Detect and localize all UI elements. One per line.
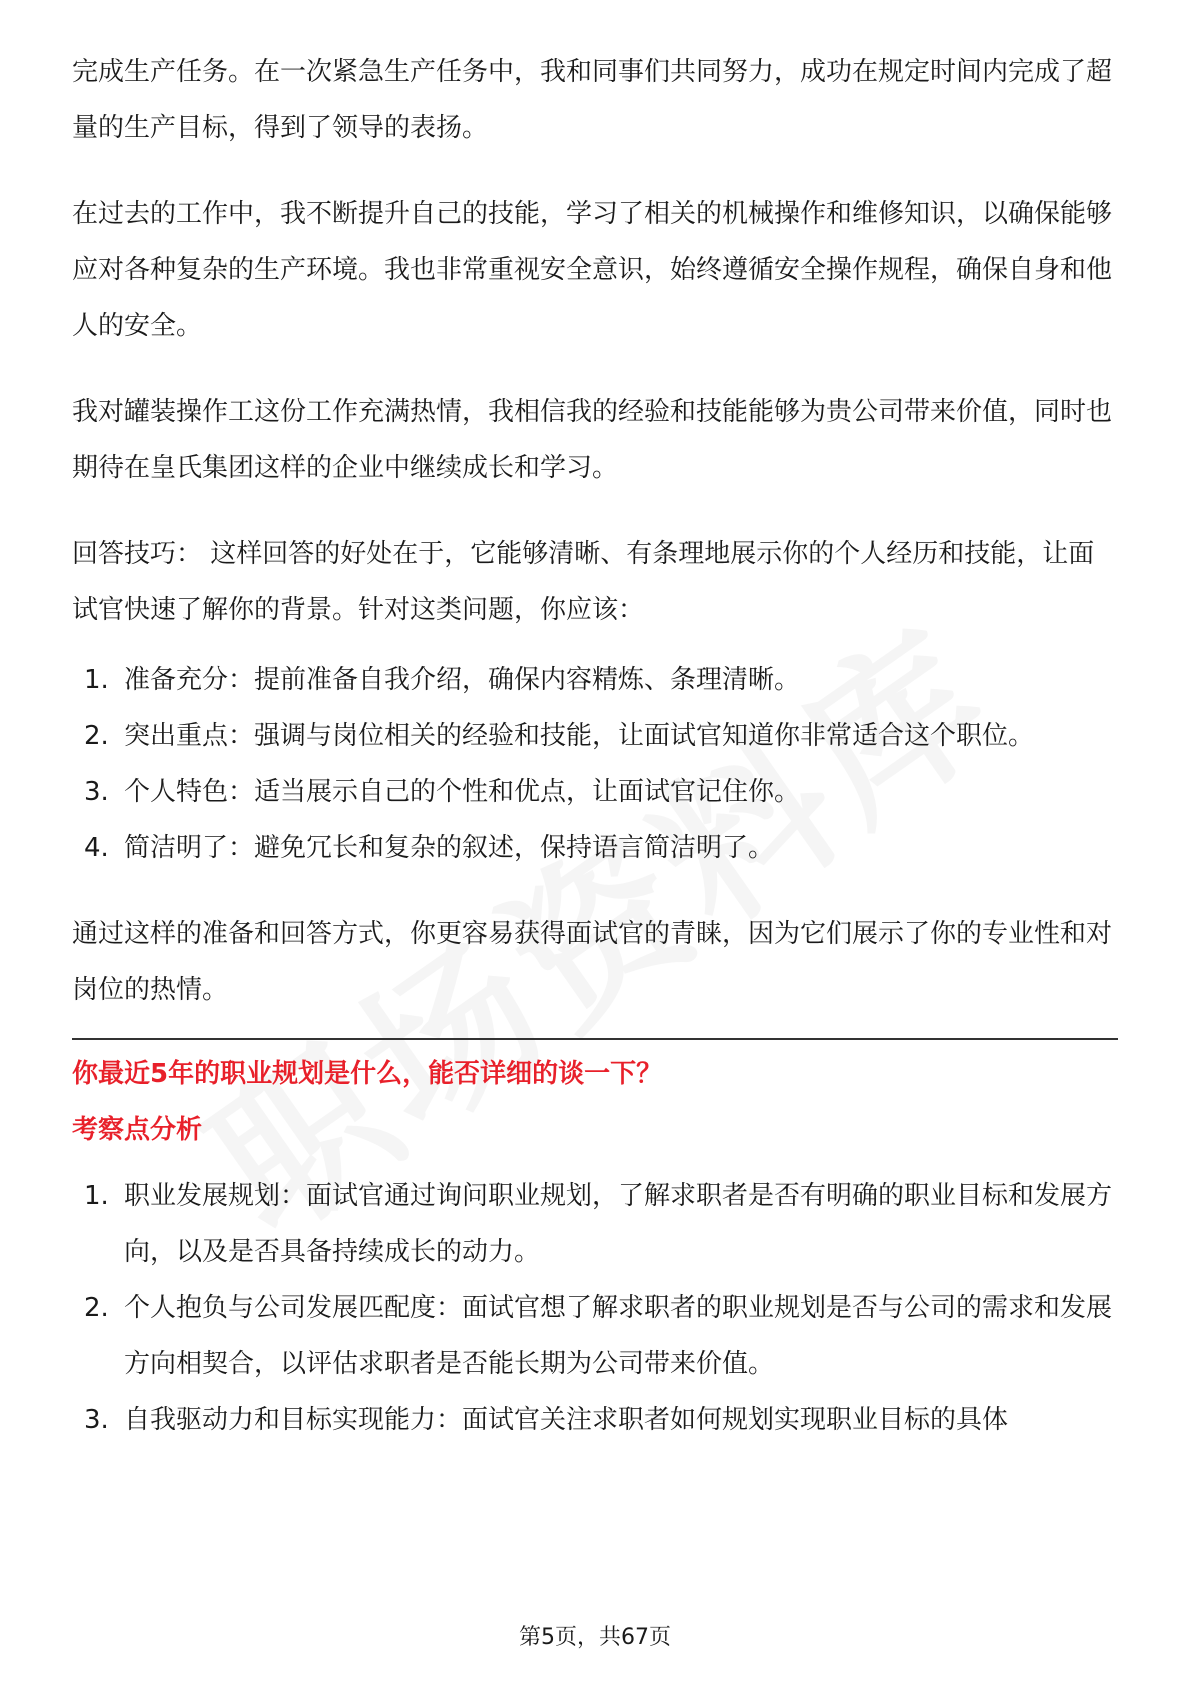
analysis-heading: 考察点分析 [72,1115,203,1145]
page-number: 第5页，共67页 [519,1625,671,1650]
list-text: 突出重点：强调与岗位相关的经验和技能，让面试官知道你非常适合这个职位。 [124,721,1035,751]
list-number: 2. [84,1293,109,1323]
paragraph-3: 我对罐装操作工这份工作充满热情，我相信我的经验和技能能够为贵公司带来价值，同时也期待在皇氏集团这样的企业中继续成长和学习。 [72,397,1113,483]
list-text: 简洁明了：避免冗长和复杂的叙述，保持语言简洁明了。 [124,833,775,863]
conclusion-paragraph: 通过这样的准备和回答方式，你更容易获得面试官的青睐，因为它们展示了你的专业性和对岗位的热情。 [72,919,1113,1005]
list-number: 2. [84,721,109,751]
answer-tips-intro: 回答技巧： 这样回答的好处在于，它能够清晰、有条理地展示你的个人经历和技能，让面试官快速了解你的背景。针对这类问题，你应该： [72,539,1095,625]
list-number: 4. [84,833,109,863]
list-number: 1. [84,1181,109,1211]
list-number: 3. [84,1405,109,1435]
section-divider [72,1038,1118,1040]
analysis-list [72,1168,1118,1448]
document-body [72,44,1118,1478]
list-item [72,1280,1118,1392]
list-item [72,652,1118,708]
list-number: 3. [84,777,109,807]
list-number: 1. [84,665,109,695]
paragraph-1: 完成生产任务。在一次紧急生产任务中，我和同事们共同努力，成功在规定时间内完成了超量的生产目标，得到了领导的表扬。 [72,57,1113,143]
paragraph-2: 在过去的工作中，我不断提升自己的技能，学习了相关的机械操作和维修知识，以确保能够应对各种复杂的生产环境。我也非常重视安全意识，始终遵循安全操作规程，确保自身和他人的安全。 [72,199,1113,341]
list-item [72,1168,1118,1280]
list-item [72,708,1118,764]
list-text: 个人抱负与公司发展匹配度：面试官想了解求职者的职业规划是否与公司的需求和发展方向相契合，以评估求职者是否能长期为公司带来价值。 [124,1293,1113,1379]
interview-question: 你最近5年的职业规划是什么，能否详细的谈一下？ [72,1059,663,1089]
list-item [72,764,1118,820]
list-item [72,820,1118,876]
list-text: 个人特色：适当展示自己的个性和优点，让面试官记住你。 [124,777,801,807]
list-text: 自我驱动力和目标实现能力：面试官关注求职者如何规划实现职业目标的具体 [124,1405,1009,1435]
list-item [72,1392,1118,1448]
list-text: 职业发展规划：面试官通过询问职业规划，了解求职者是否有明确的职业目标和发展方向，以及是否具备持续成长的动力。 [124,1181,1113,1267]
list-text: 准备充分：提前准备自我介绍，确保内容精炼、条理清晰。 [124,665,801,695]
tips-list [72,652,1118,876]
